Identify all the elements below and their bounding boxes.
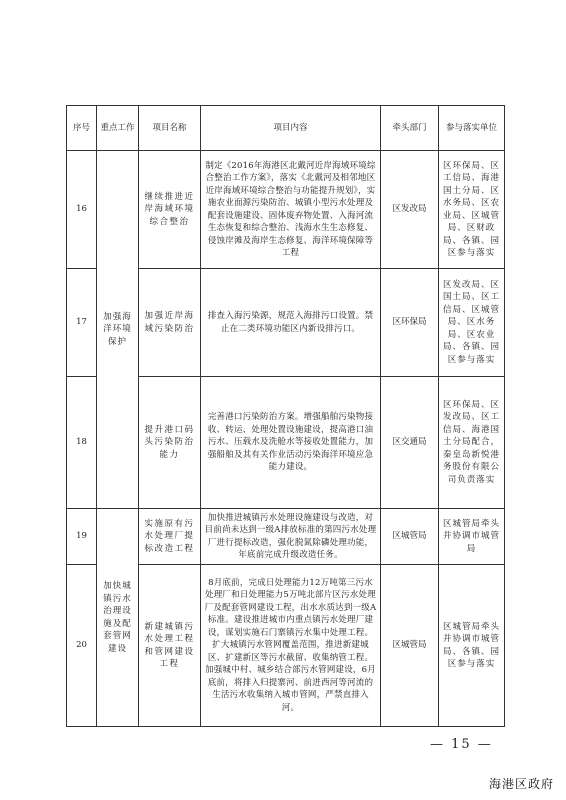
header-part: 参与落实单位 — [439, 106, 505, 151]
page-number: — 15 — — [430, 737, 493, 752]
work-group-cell: 加快城镇污水治理设施及配套管网建设 — [97, 509, 139, 727]
table-header-row — [67, 106, 505, 151]
header-content: 项目内容 — [201, 106, 381, 151]
watermark: 海港区政府 — [488, 777, 554, 791]
project-name-cell: 新建城镇污水处理工程和管网建设工程 — [139, 565, 201, 727]
project-name-cell: 实施原有污水处理厂提标改造工程 — [139, 509, 201, 565]
participants-cell: 区城管局牵头并协调市城管局 — [439, 509, 505, 565]
participants-cell: 区发改局、区国土局、区工信局、区城管局、区水务局、区农业局、各镇、园区参与落实 — [439, 269, 505, 377]
lead-dept-cell: 区城管局 — [381, 565, 439, 727]
row-number: 16 — [67, 151, 97, 269]
project-name-cell: 加强近岸海域污染防治 — [139, 269, 201, 377]
project-table — [66, 105, 505, 727]
participants-cell: 区环保局、区发改局、区工信局、海港国土分局配合，秦皇岛新悦港务股份有限公司负责落实 — [439, 377, 505, 509]
project-content-cell: 排查入海污染源，规范入海排污口设置。禁止在二类环境功能区内新设排污口。 — [201, 269, 381, 377]
row-number: 19 — [67, 509, 97, 565]
project-name-cell: 继续推进近岸海域环境综合整治 — [139, 151, 201, 269]
work-group-cell: 加强海洋环境保护 — [97, 151, 139, 509]
lead-dept-cell: 区环保局 — [381, 269, 439, 377]
table-row — [67, 509, 505, 565]
project-content-cell: 完善港口污染防治方案。增强船舶污染物接收、转运、处理处置设施建设，提高港口油污水、压载水及洗舱水等接收处置能力，加强船舶及其有关作业活动污染海洋环境应急能力建设。 — [201, 377, 381, 509]
row-number: 18 — [67, 377, 97, 509]
table-row — [67, 151, 505, 269]
header-no: 序号 — [67, 106, 97, 151]
project-content-cell: 8月底前，完成日处理能力12万吨第三污水处理厂和日处理能力5万吨北部片区污水处理厂及配套管网建设工程，出水水质达到一级A标准。建设推进城市内重点镇污水处理厂建设，谋划实施石门寨镇污水集中处理工程。扩大城镇污水管网覆盖范围，推进新建城区、扩建新区等污水截留、收集纳管工程。加强城中村、城乡结合部污水管网建设，6月底前，将排入归提寨河、前进西河等河流的生活污水收集纳入城市管网，严禁直排入河。 — [201, 565, 381, 727]
lead-dept-cell: 区交通局 — [381, 377, 439, 509]
row-number: 17 — [67, 269, 97, 377]
participants-cell: 区城管局牵头并协调市城管局、各镇、园区参与落实 — [439, 565, 505, 727]
header-lead: 牵头部门 — [381, 106, 439, 151]
row-number: 20 — [67, 565, 97, 727]
lead-dept-cell: 区发改局 — [381, 151, 439, 269]
project-content-cell: 制定《2016年海港区北戴河近岸海域环境综合整治工作方案》，落实《北戴河及相邻地区近岸海域环境综合整治与功能提升规划》，实施农业面源污染防治、城镇小型污水处理及配套设施建设、固体废弃物处置、入海河流生态恢复和综合整治、浅海水生生态修复、侵蚀岸滩及海岸生态修复、海洋环境保障等工程 — [201, 151, 381, 269]
header-name: 项目名称 — [139, 106, 201, 151]
lead-dept-cell: 区城管局 — [381, 509, 439, 565]
header-work: 重点工作 — [97, 106, 139, 151]
project-name-cell: 提升港口码头污染防治能力 — [139, 377, 201, 509]
participants-cell: 区环保局、区工信局、海港国土分局、区水务局、区农业局、区城管局、区财政局、各镇、园区参与落实 — [439, 151, 505, 269]
project-content-cell: 加快推进城镇污水处理设施建设与改造，对目前尚未达到一级A排放标准的第四污水处理厂进行提标改造，强化脱氮除磷处理功能，年底前完成升级改造任务。 — [201, 509, 381, 565]
